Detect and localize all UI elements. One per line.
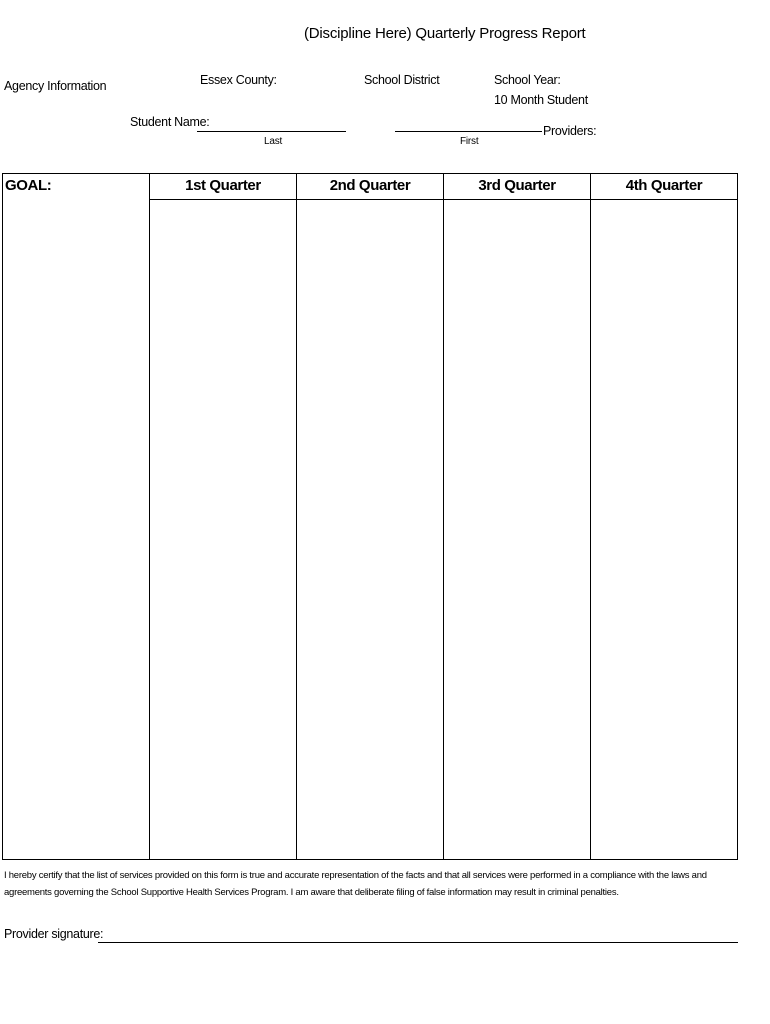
first-name-field-line[interactable] — [395, 131, 542, 132]
goal-header: GOAL: — [5, 177, 52, 194]
quarter-1-header: 1st Quarter — [185, 177, 261, 194]
progress-table — [2, 173, 738, 860]
page-title: (Discipline Here) Quarterly Progress Report — [304, 25, 586, 42]
quarter-2-cell[interactable] — [297, 200, 443, 859]
school-year-label: School Year: — [494, 73, 561, 87]
school-year-value: 10 Month Student — [494, 93, 588, 107]
provider-signature-line[interactable] — [98, 942, 738, 943]
first-name-caption: First — [460, 136, 479, 147]
provider-signature-label: Provider signature: — [4, 927, 104, 941]
last-name-caption: Last — [264, 136, 283, 147]
quarter-4-cell[interactable] — [591, 200, 737, 859]
certification-text: I hereby certify that the list of services provided on this form is true and accurate representation of the facts and that all services were performed in a compliance with the laws and agreements governing the School Supportive Health Services Program. I am aware that deliberate filing of false information may result in criminal penalties. — [4, 870, 707, 898]
goal-cell[interactable] — [3, 200, 149, 859]
school-district-label: School District — [364, 73, 440, 87]
county-label: Essex County: — [200, 73, 277, 87]
quarter-4-header: 4th Quarter — [625, 177, 703, 194]
quarter-3-cell[interactable] — [444, 200, 590, 859]
last-name-field-line[interactable] — [197, 131, 346, 132]
agency-information-label: Agency Information — [4, 79, 107, 93]
providers-label: Providers: — [543, 124, 597, 138]
quarter-2-header: 2nd Quarter — [329, 177, 411, 194]
quarter-1-cell[interactable] — [150, 200, 296, 859]
student-name-label: Student Name: — [130, 115, 210, 129]
quarter-3-header: 3rd Quarter — [478, 177, 556, 194]
